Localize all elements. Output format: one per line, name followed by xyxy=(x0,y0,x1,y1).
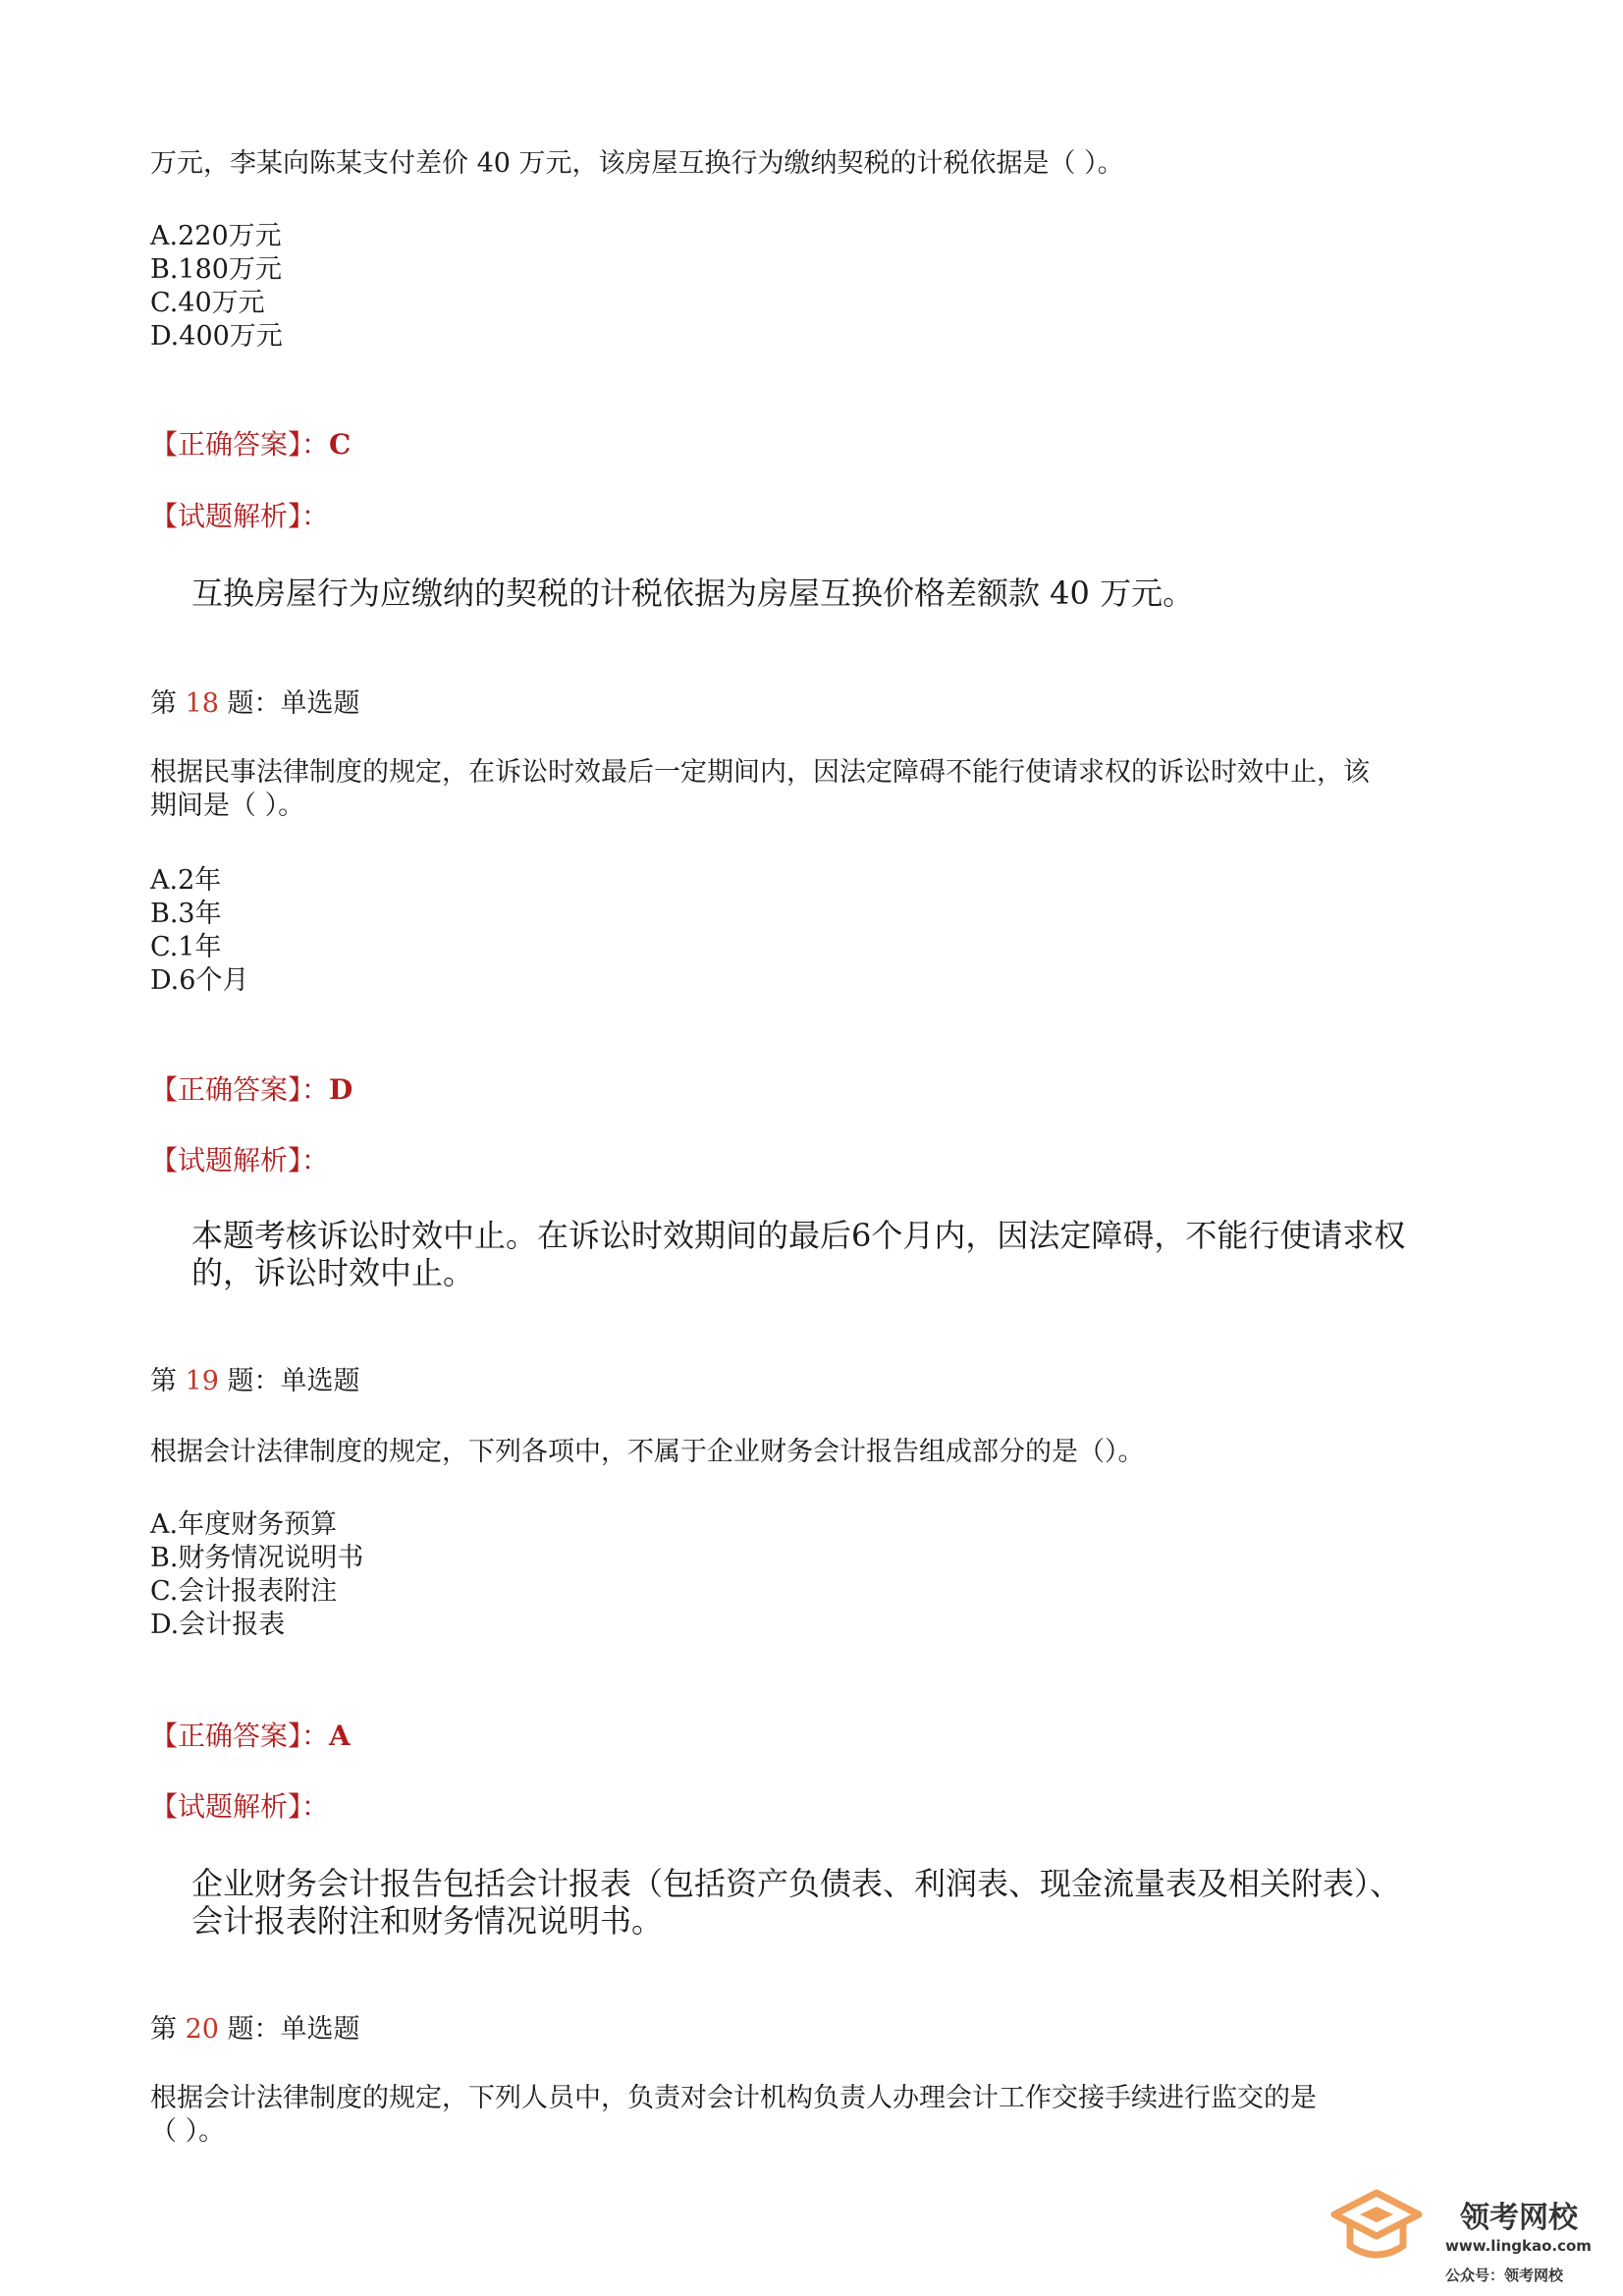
answer-value: D xyxy=(329,1073,353,1106)
q19-analysis-line-2: 会计报表附注和财务情况说明书。 xyxy=(191,1902,664,1940)
q17-option-a: A.220万元 xyxy=(150,221,282,251)
answer-label: 【正确答案】： xyxy=(150,428,330,461)
q17-option-b: B.180万元 xyxy=(150,254,282,285)
q20-stem-line-2: （ ）。 xyxy=(150,2116,226,2147)
q18-number: 18 xyxy=(185,688,219,719)
q17-stem-end: 万元，李某向陈某支付差价 40 万元，该房屋互换行为缴纳契税的计税依据是（ ）。 xyxy=(150,148,1124,179)
answer-value: C xyxy=(329,428,352,461)
q17-analysis-label: 【试题解析】： xyxy=(150,500,330,532)
q17-answer xyxy=(150,427,351,463)
q20-stem-line-1: 根据会计法律制度的规定，下列人员中，负责对会计机构负责人办理会计工作交接手续进行监交的是 xyxy=(150,2083,1317,2113)
q20-header xyxy=(150,2013,360,2047)
watermark-wechat: 公众号：领考网校 xyxy=(1445,2267,1564,2284)
q19-answer xyxy=(150,1719,351,1754)
q19-option-d: D.会计报表 xyxy=(150,1610,286,1640)
q19-suffix: 题：单选题 xyxy=(218,1366,360,1396)
q18-stem-line-1: 根据民事法律制度的规定，在诉讼时效最后一定期间内，因法定障碍不能行使请求权的诉讼时效中止，该 xyxy=(150,757,1370,788)
q17-option-d: D.400万元 xyxy=(150,321,283,352)
watermark-name: 领考网校 xyxy=(1460,2201,1578,2235)
answer-label: 【正确答案】： xyxy=(150,1720,330,1752)
q18-answer xyxy=(150,1072,352,1108)
q19-option-c: C.会计报表附注 xyxy=(150,1576,338,1607)
q20-number: 20 xyxy=(185,2014,219,2045)
q19-option-a: A.年度财务预算 xyxy=(150,1509,338,1540)
q18-header xyxy=(150,687,360,721)
q19-number: 19 xyxy=(185,1366,219,1396)
q18-option-d: D.6个月 xyxy=(150,965,249,996)
q20-suffix: 题：单选题 xyxy=(218,2014,360,2045)
q17-analysis-line-1: 互换房屋行为应缴纳的契税的计税依据为房屋互换价格差额款 40 万元。 xyxy=(191,574,1195,612)
q20-prefix: 第 xyxy=(150,2014,186,2045)
q19-option-b: B.财务情况说明书 xyxy=(150,1543,364,1573)
q18-option-b: B.3年 xyxy=(150,899,222,929)
q18-suffix: 题：单选题 xyxy=(218,688,360,719)
q19-stem-line-1: 根据会计法律制度的规定，下列各项中，不属于企业财务会计报告组成部分的是（）。 xyxy=(150,1437,1145,1467)
q18-option-a: A.2年 xyxy=(150,865,222,896)
q17-option-c: C.40万元 xyxy=(150,288,265,318)
graduation-cap-icon xyxy=(1330,2185,1424,2269)
q19-header xyxy=(150,1365,360,1398)
q18-stem-line-2: 期间是（ ）。 xyxy=(150,791,305,821)
q19-prefix: 第 xyxy=(150,1366,186,1396)
q19-analysis-label: 【试题解析】： xyxy=(150,1790,330,1823)
watermark-url: www.lingkao.com xyxy=(1445,2237,1592,2255)
q18-analysis-label: 【试题解析】： xyxy=(150,1144,330,1176)
q18-analysis-line-1: 本题考核诉讼时效中止。在诉讼时效期间的最后6个月内，因法定障碍，不能行使请求权 xyxy=(191,1217,1406,1254)
q19-analysis-line-1: 企业财务会计报告包括会计报表（包括资产负债表、利润表、现金流量表及相关附表）、 xyxy=(191,1865,1402,1902)
q18-prefix: 第 xyxy=(150,688,186,719)
answer-label: 【正确答案】： xyxy=(150,1073,330,1106)
q18-analysis-line-2: 的，诉讼时效中止。 xyxy=(191,1254,475,1291)
q18-option-c: C.1年 xyxy=(150,932,222,962)
answer-value: A xyxy=(329,1720,351,1752)
